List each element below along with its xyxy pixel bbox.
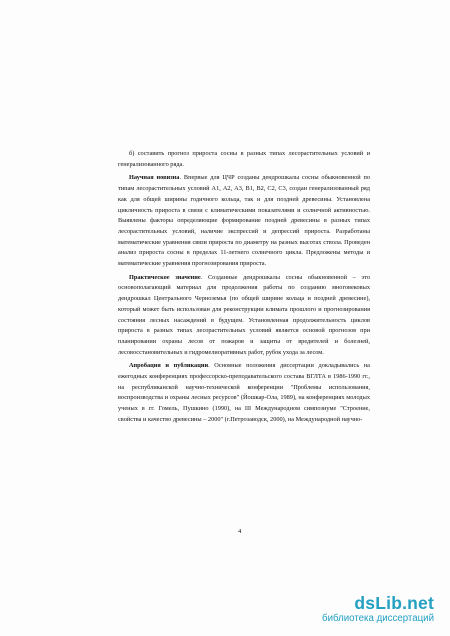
novelty-heading: Научная новизна <box>129 174 180 182</box>
watermark-logo: dsLib.net <box>354 593 434 613</box>
body-text <box>118 149 370 426</box>
watermark <box>312 593 434 625</box>
watermark-subtitle: библиотека диссертаций <box>322 613 434 624</box>
paragraph-approbation <box>118 361 370 425</box>
practical-heading: Практическое значение <box>129 273 201 281</box>
practical-text: . Созданные дендрошкалы сосны обыкновенной – это основополагающий материал для продолжения работы по созданию многовековых дендрошкал Центрального Черноземья (по общей ширине кольца и поздней древесине), который может быть использован для реконструкции климата прошлого и прогнозирования состояния лесных насаждений в будущем. Установленная продолжительность циклов прироста в разных типах лесорастительных условий является основой прогнозов при планировании охраны лесов от пожаров и защиты от вредителей и болезней, лесовосстановительных и гидромелиоративных работ, рубок ухода за лесом. <box>118 273 370 356</box>
page-number: 4 <box>238 528 242 535</box>
paragraph-novelty <box>118 173 370 269</box>
approbation-text: . Основные положения диссертации докладывались на ежегодных конференциях профессорско-преподавательского состава ВГЛТА в 1986-1990 гг., на республиканской научно-технической конференции "Проблемы использования, воспроизводства и охраны лесных ресурсов" (Йошкар-Ола, 1989), на конференциях молодых ученых в гг. Гомель, Пушкино (1990), на III Международном симпозиуме "Строение, свойства и качество древесины – 2000" (г.Петрозаводск, 2000), на Международной научно- <box>118 362 370 423</box>
approbation-heading: Апробация и публикации <box>129 362 209 370</box>
paragraph-practical <box>118 273 370 359</box>
novelty-text: . Впервые для ЦЧР созданы дендрошкалы сосны обыкновенной по типам лесорастительных условий А1, А2, А3, В1, В2, С2, С3, создан генерализованный ряд как для общей ширины годичного кольца, так и для поздней древесины. Установлена цикличность прироста в связи с климатическими показателями и солнечной активностью. Выявлены факторы определяющие формирование поздней древесины в разных типах лесорастительных условий, наличие экспрессий и депрессий прироста. Разработаны математические уравнения связи прироста по диаметру на разных высотах ствола. Проведен анализ прироста сосны в пределах 11-летнего солнечного цикла. Предложены методы и математические уравнения прогнозирования прироста. <box>118 174 370 268</box>
paragraph-goal-b: б) составить прогноз прироста сосны в разных типах лесорастительных условий и генерализованного ряда. <box>118 150 370 168</box>
